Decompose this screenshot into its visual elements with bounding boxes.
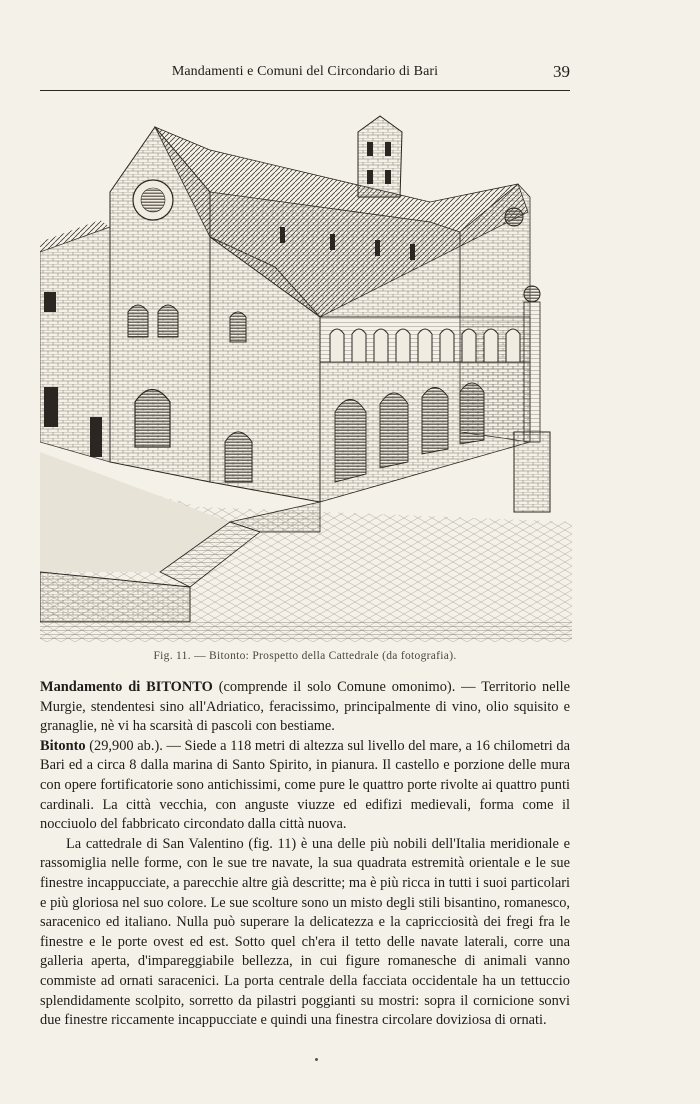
figure-caption: Fig. 11. — Bitonto: Prospetto della Cattedrale (da fotografia). <box>153 650 457 662</box>
body-text <box>40 678 570 1031</box>
bitonto-text: (29,900 ab.). — Siede a 118 metri di altezza sul livello del mare, a 16 chilometri da Bari ed a circa 8 dalla marina di Santo Spirito, in pianura. Il castello e porzione delle mura con opere fortificatorie sono antichissimi, come pure le quattro porte rivolte ai quattro punti cardinali. La città vecchia, con anguste viuzze ed edifizi medievali, forma come il nocciuolo del fabbricato circondato dalla città nuova. <box>40 737 570 833</box>
heading-bitonto: Bitonto <box>40 737 86 754</box>
page-header <box>40 62 570 86</box>
paragraph-cattedrale: La cattedrale di San Valentino (fig. 11) è una delle più nobili dell'Italia meridionale e rassomiglia nelle forme, con le sue tre navate, la sua quadrata estremità orientale e le sue finestre incappucciate, a parecchie altre già descritte; ma è più ricca in tutti i suoi particolari e più gloriosa nel suo colore. Le sue scolture sono un misto degli stili bisantino, romanesco, saracenico ed italiano. Nulla può superare la delicatezza e la capricciosità dei fregi fra le finestre e le porte ovest ed est. Sotto quel ch'era il tetto delle navate laterali, corre una galleria aperta, d'impareggiabile bellezza, in cui figure romanesche di animali vanno commiste ad ornati saracenici. La porta centrale della facciata occidentale ha un tettuccio splendidamente scolpito, sorretto da pilastri poggianti su mostri: sopra il cornicione sonvi due finestre riccamente incappucciate e quindi una finestra circolare doviziosa di ornati. <box>40 835 570 1029</box>
page-mark <box>315 1058 318 1061</box>
heading-mandamento: Mandamento di BITONTO <box>40 679 213 695</box>
paragraph-mandamento <box>40 678 570 737</box>
running-title: Mandamenti e Comuni del Circondario di Bari <box>171 64 439 79</box>
header-rule <box>40 90 570 91</box>
mandamento-text: (comprende il solo Comune omonimo). — Territorio nelle Murgie, stendentesi sino all'Adriatico, feracissimo, principalmente di vino, olio squisito e granaglie, nè vi ha scarsità di pascoli con bestiame. <box>40 679 570 735</box>
paragraph-bitonto <box>40 737 570 835</box>
page-number: 39 <box>553 62 570 81</box>
cathedral-engraving <box>40 102 572 642</box>
